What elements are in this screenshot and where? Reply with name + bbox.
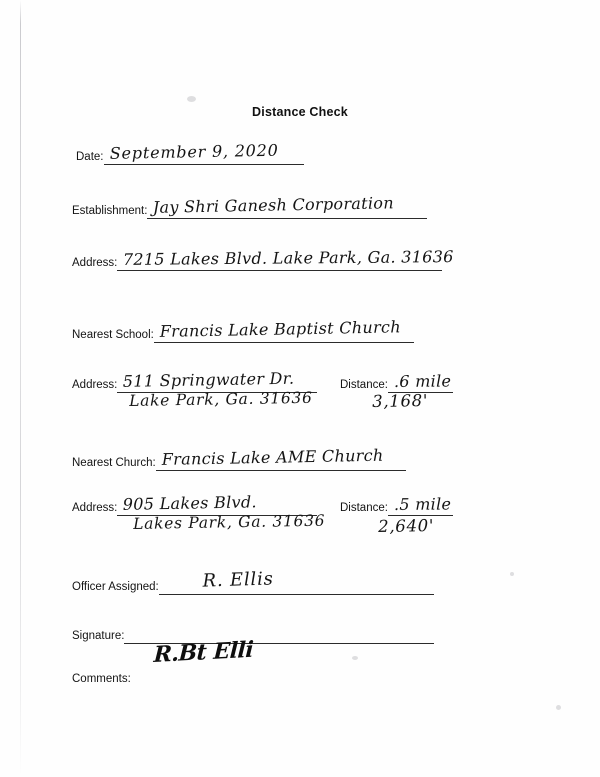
school-address-value-line1: 511 Springwater Dr. <box>123 368 295 391</box>
scan-speck <box>352 656 358 660</box>
scan-speck <box>187 96 196 102</box>
scan-speck <box>510 572 514 576</box>
establishment-field[interactable] <box>147 193 427 219</box>
nearest-church-value: Francis Lake AME Church <box>161 445 384 469</box>
establishment-value: Jay Shri Ganesh Corporation <box>153 193 395 217</box>
signature-value: R.Bt Elli <box>153 636 254 668</box>
school-distance-label: Distance: <box>340 378 388 391</box>
officer-assigned-label: Officer Assigned: <box>72 580 159 593</box>
church-address-value-line1: 905 Lakes Blvd. <box>123 492 258 514</box>
nearest-church-label: Nearest Church: <box>72 456 156 469</box>
date-value: September 9, 2020 <box>109 140 279 163</box>
church-distance-field[interactable] <box>388 495 453 516</box>
field-row-officer-assigned <box>72 568 434 595</box>
field-row-nearest-church <box>72 445 406 471</box>
date-field[interactable] <box>104 140 304 165</box>
nearest-school-label: Nearest School: <box>72 328 154 341</box>
officer-assigned-value: R. Ellis <box>202 568 274 592</box>
school-distance-field[interactable] <box>388 372 453 393</box>
establishment-address-label: Address: <box>72 256 118 269</box>
nearest-school-value: Francis Lake Baptist Church <box>159 317 401 341</box>
church-address-label: Address: <box>72 501 118 514</box>
comments-label: Comments: <box>72 673 131 685</box>
school-distance-miles: .6 mile <box>393 371 452 391</box>
church-distance-miles: .5 mile <box>393 494 452 514</box>
establishment-address-field[interactable] <box>117 247 455 271</box>
signature-label: Signature: <box>72 629 125 642</box>
church-distance-label: Distance: <box>340 501 388 514</box>
field-row-establishment <box>72 193 427 219</box>
field-row-school-distance <box>340 372 453 393</box>
establishment-address-value: 7215 Lakes Blvd. Lake Park, Ga. 31636 <box>123 247 455 269</box>
nearest-church-field[interactable] <box>156 445 406 471</box>
school-address-label: Address: <box>72 378 118 391</box>
establishment-label: Establishment: <box>72 204 148 217</box>
comments-area[interactable] <box>72 690 532 760</box>
nearest-school-field[interactable] <box>154 317 414 343</box>
scan-speck <box>556 705 561 710</box>
church-distance-feet: 2,640' <box>378 516 435 536</box>
officer-assigned-field[interactable] <box>159 568 434 595</box>
field-row-date <box>76 140 304 165</box>
field-row-nearest-school <box>72 317 414 343</box>
school-address-value-line2: Lake Park, Ga. 31636 <box>129 388 313 410</box>
date-label: Date: <box>76 150 104 163</box>
school-distance-feet: 3,168' <box>372 391 429 411</box>
church-address-value-line2: Lakes Park, Ga. 31636 <box>133 511 326 533</box>
field-row-establishment-address <box>72 247 455 271</box>
field-row-church-distance <box>340 495 453 516</box>
page-title: Distance Check <box>252 105 348 119</box>
